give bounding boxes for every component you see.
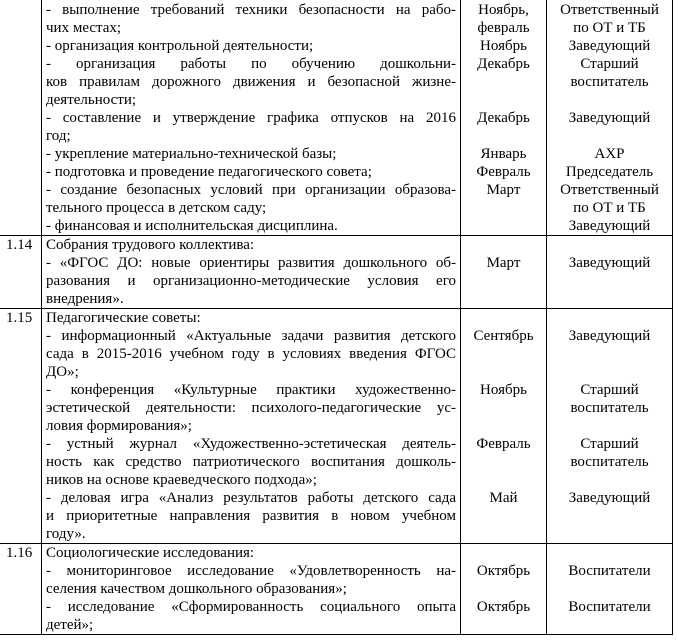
responsible-person-line: воспитатель [570, 454, 649, 470]
activity-description-line: - устный журнал «Художественно-эстетическая деятель- [46, 436, 456, 452]
item-number [0, 0, 42, 236]
timeframe-line: Ноябрь, [478, 2, 529, 18]
responsible-person-line [549, 525, 670, 543]
responsible-person-line: Заведующий [568, 328, 651, 344]
timeframe-line: Май [489, 490, 518, 506]
activity-description-line: год; [46, 128, 71, 144]
activity-description-line: и приоритетные направления развития в новом учебном [46, 508, 456, 524]
responsible-person-line: Заведующий [568, 38, 651, 54]
responsible-person-line [549, 616, 670, 634]
activity-description [42, 236, 461, 309]
responsible-person-line: Заведующий [568, 255, 651, 271]
timeframe [461, 544, 547, 635]
timeframe-line: Март [486, 182, 521, 198]
activity-description-line: - укрепление материально-технической базы; [46, 146, 337, 162]
timeframe-line [463, 417, 544, 435]
timeframe-line [463, 544, 544, 562]
responsible-person-line [549, 236, 670, 254]
timeframe-line [463, 525, 544, 543]
responsible-person [547, 0, 673, 236]
responsible-person-line: Воспитатели [568, 563, 651, 579]
timeframe-line: Март [486, 255, 521, 271]
activity-description-line: - подготовка и проведение педагогического совета; [46, 164, 372, 180]
responsible-person-line: Заведующий [568, 110, 651, 126]
timeframe-line: Октябрь [476, 599, 531, 615]
responsible-person-line: воспитатель [570, 400, 649, 416]
timeframe-line: февраль [477, 20, 530, 36]
responsible-person-line: Старший [580, 436, 639, 452]
activity-description-line: - информационный «Актуальные задачи развития детского [46, 328, 456, 344]
responsible-person [547, 309, 673, 544]
activity-description-line: - организация работы по обучению дошкольни- [46, 56, 456, 72]
timeframe-line [463, 580, 544, 598]
responsible-person-line [549, 290, 670, 308]
responsible-person-line: Воспитатели [568, 599, 651, 615]
activity-description-line: Социологические исследования: [46, 545, 255, 561]
responsible-person-line [549, 417, 670, 435]
activity-description-line: ДО»; [46, 364, 79, 380]
activity-description-line: детей»; [46, 617, 94, 633]
table-row [0, 236, 673, 309]
activity-description-line: ловия формирования»; [46, 418, 192, 434]
timeframe-line [463, 616, 544, 634]
timeframe-line [463, 507, 544, 525]
responsible-person [547, 236, 673, 309]
timeframe-line [463, 127, 544, 145]
activity-description-line: внедрения». [46, 291, 124, 307]
activity-description-line: - исследование «Сформированность социального опыта [46, 599, 456, 615]
activity-description-line: эстетической деятельности: психолого-педагогические ус- [46, 400, 456, 416]
responsible-person-line: по ОТ и ТБ [573, 200, 646, 216]
activity-description-line: Педагогические советы: [46, 310, 201, 326]
item-number: 1.14 [0, 236, 42, 309]
timeframe-line [463, 73, 544, 91]
timeframe-line [463, 309, 544, 327]
timeframe-line: Ноябрь [480, 382, 527, 398]
responsible-person-line [549, 363, 670, 381]
activity-description-line: - составление и утверждение графика отпусков на 2016 [46, 110, 456, 126]
responsible-person-line: Председатель [565, 164, 654, 180]
timeframe-line [463, 217, 544, 235]
timeframe-line [463, 236, 544, 254]
responsible-person [547, 544, 673, 635]
activity-description-line: деятельности; [46, 92, 137, 108]
responsible-person-line: Старший [580, 56, 639, 72]
item-number: 1.16 [0, 544, 42, 635]
responsible-person-line [549, 580, 670, 598]
activity-description-line: сада в 2015-2016 учебном году в условиях введения ФГОС [46, 346, 456, 362]
timeframe-line: Октябрь [476, 563, 531, 579]
activity-description-line: - финансовая и исполнительская дисциплина. [46, 218, 338, 234]
responsible-person-line: Ответственный [560, 182, 659, 198]
table-row [0, 0, 673, 236]
timeframe-line [463, 345, 544, 363]
responsible-person-line: по ОТ и ТБ [573, 20, 646, 36]
activity-description-line: году». [46, 526, 86, 542]
responsible-person-line: АХР [594, 146, 625, 162]
timeframe-line: Ноябрь [480, 38, 527, 54]
responsible-person-line: воспитатель [570, 74, 649, 90]
activity-description-line: - мониторинговое исследование «Удовлетворенность на- [46, 563, 456, 579]
table-row [0, 544, 673, 635]
responsible-person-line [549, 127, 670, 145]
responsible-person-line [549, 309, 670, 327]
activity-description-line: - конференция «Культурные практики художественно- [46, 382, 456, 398]
responsible-person-line: Ответственный [560, 2, 659, 18]
activity-description-line: ников на основе краеведческого подхода»; [46, 472, 317, 488]
timeframe-line: Январь [480, 146, 527, 162]
timeframe-line: Сентябрь [473, 328, 534, 344]
timeframe [461, 236, 547, 309]
activity-description-line: тельного процесса в детском саду; [46, 200, 267, 216]
activity-description-line: разования и организационно-методические условия его [46, 273, 456, 289]
responsible-person-line: Заведующий [568, 490, 651, 506]
timeframe-line [463, 363, 544, 381]
table-row [0, 309, 673, 544]
timeframe-line [463, 453, 544, 471]
responsible-person-line [549, 272, 670, 290]
activity-description-line: - «ФГОС ДО: новые ориентиры развития дошкольного об- [46, 255, 456, 271]
activity-description-line: - организация контрольной деятельности; [46, 38, 314, 54]
timeframe-line [463, 91, 544, 109]
activity-description-line: селения качеством дошкольного образования»; [46, 581, 347, 597]
timeframe-line [463, 199, 544, 217]
responsible-person-line [549, 345, 670, 363]
timeframe [461, 0, 547, 236]
activity-description-line: - выполнение требований техники безопасности на рабо- [46, 2, 456, 18]
responsible-person-line [549, 471, 670, 489]
activity-description-line: ков правилам дорожного движения и безопасной жизне- [46, 74, 456, 90]
timeframe-line [463, 290, 544, 308]
activity-description [42, 544, 461, 635]
responsible-person-line [549, 507, 670, 525]
timeframe-line: Декабрь [477, 56, 530, 72]
activity-description-line: Собрания трудового коллектива: [46, 237, 255, 253]
timeframe-line [463, 471, 544, 489]
activity-description [42, 309, 461, 544]
item-number: 1.15 [0, 309, 42, 544]
timeframe-line: Февраль [476, 164, 531, 180]
timeframe-line [463, 272, 544, 290]
activity-description-line: - создание безопасных условий при организации образова- [46, 182, 456, 198]
activity-description [42, 0, 461, 236]
responsible-person-line [549, 91, 670, 109]
timeframe-line: Декабрь [477, 110, 530, 126]
activity-description-line: чих местах; [46, 20, 122, 36]
timeframe-line: Февраль [476, 436, 531, 452]
timeframe [461, 309, 547, 544]
activity-description-line: - деловая игра «Анализ результатов работы детского сада [46, 490, 456, 506]
responsible-person-line: Заведующий [568, 218, 651, 234]
timeframe-line [463, 399, 544, 417]
responsible-person-line: Старший [580, 382, 639, 398]
responsible-person-line [549, 544, 670, 562]
activity-description-line: ность как средство патриотического воспитания дошколь- [46, 454, 456, 470]
